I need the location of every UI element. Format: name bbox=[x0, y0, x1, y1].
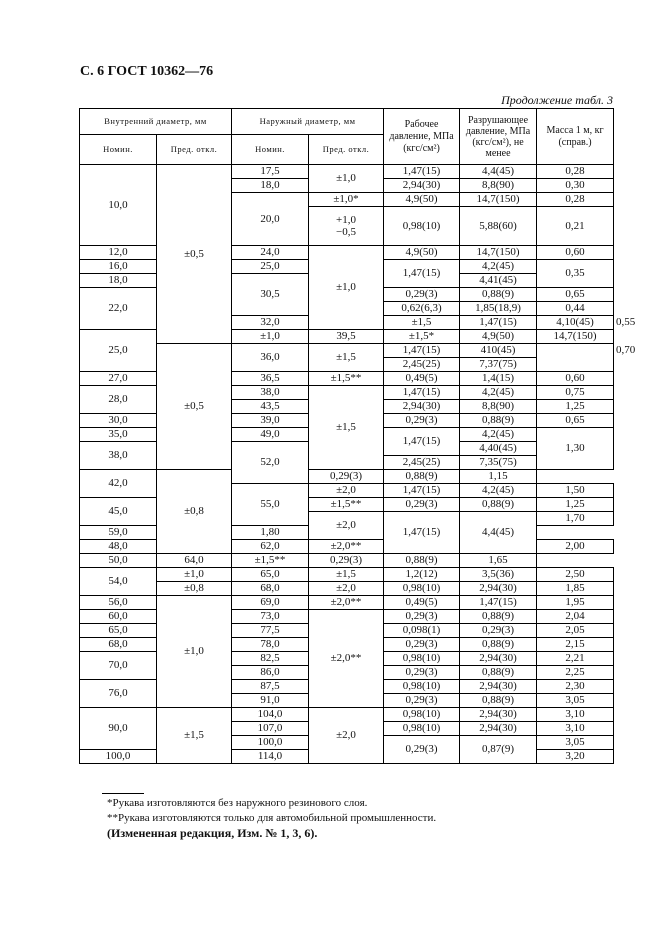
working-pressure-cell: 0,29(3) bbox=[384, 610, 460, 624]
burst-pressure-cell: 4,4(45) bbox=[460, 165, 537, 179]
working-pressure-cell: 0,29(3) bbox=[384, 736, 460, 764]
outer-tolerance-cell: ±2,0 bbox=[309, 582, 384, 596]
mass-cell: 2,15 bbox=[537, 638, 614, 652]
inner-nominal-cell: 38,0 bbox=[80, 442, 157, 470]
outer-nominal-cell: 87,5 bbox=[232, 680, 309, 694]
inner-nominal-cell: 50,0 bbox=[80, 554, 157, 568]
outer-tolerance-cell: ±2,0 bbox=[309, 484, 384, 498]
outer-nominal-cell: 77,5 bbox=[232, 624, 309, 638]
outer-nominal-cell: 30,5 bbox=[232, 274, 309, 316]
mass-cell: 2,30 bbox=[537, 680, 614, 694]
outer-nominal-cell: 17,5 bbox=[232, 165, 309, 179]
footnote-divider bbox=[102, 793, 144, 794]
inner-nominal-cell: 54,0 bbox=[80, 568, 157, 596]
outer-tolerance-cell: ±1,5* bbox=[384, 330, 460, 344]
outer-tolerance-cell: ±1,5 bbox=[309, 568, 384, 582]
burst-pressure-cell: 4,2(45) bbox=[460, 484, 537, 498]
working-pressure-cell: 1,47(15) bbox=[460, 316, 537, 330]
burst-pressure-cell: 8,8(90) bbox=[460, 179, 537, 193]
working-pressure-cell: 2,45(25) bbox=[384, 456, 460, 470]
inner-nominal-cell: 45,0 bbox=[80, 498, 157, 526]
outer-nominal-cell: 55,0 bbox=[232, 484, 309, 526]
working-pressure-cell: 0,29(3) bbox=[384, 638, 460, 652]
outer-nominal-cell: 62,0 bbox=[232, 540, 309, 554]
working-pressure-cell: 0,29(3) bbox=[384, 666, 460, 680]
footnote-2: **Рукава изготовляются только для автомобильной промышленности. bbox=[107, 812, 437, 824]
burst-pressure-cell: 4,40(45) bbox=[460, 442, 537, 456]
header-working-pressure: Рабочее давление, МПа (кгс/см²) bbox=[384, 109, 460, 165]
burst-pressure-cell: 3,5(36) bbox=[460, 568, 537, 582]
mass-cell: 0,65 bbox=[537, 414, 614, 428]
footnotes bbox=[107, 796, 436, 841]
working-pressure-cell: 2,94(30) bbox=[384, 179, 460, 193]
burst-pressure-cell: 0,87(9) bbox=[460, 736, 537, 764]
burst-pressure-cell: 14,7(150) bbox=[537, 330, 614, 344]
inner-tolerance-cell: ±0,5 bbox=[157, 344, 232, 470]
burst-pressure-cell: 4,41(45) bbox=[460, 274, 537, 288]
mass-cell: 3,10 bbox=[537, 722, 614, 736]
outer-tolerance-cell: ±2,0 bbox=[309, 512, 384, 540]
burst-pressure-cell: 1,85(18,9) bbox=[460, 302, 537, 316]
burst-pressure-cell: 4,10(45) bbox=[537, 316, 614, 330]
outer-nominal-cell: 32,0 bbox=[232, 316, 309, 330]
hose-dimensions-table: Внутренний диаметр, мм Наружный диаметр, мм Рабочее давление, МПа (кгс/см²) Разрушающее давление, МПа (кгс/см²), не менее Масса 1 м, кг (справ.) Номин. Пред. откл. Номин. Пред. откл. 10,0 ±0,5 17,5 ±1,0 1,47(15) 4,4(45) 0,28 18,0 2,94(30) 8,8(90) 0,30 20,0 ±1,0* 4,9(50) 14,7(150) 0,28 +1,0 −0,5 0,98(10) 5,88(60) 0,21 12,0 24,0 ±1,0 4,9(50) 14,7(150) 0,60 16,0 25,0 1,47(15) 4,2(45) 0,35 18,0 30,5 4,41(45) 22,0 0,29(3) 0,88(9) 0,65 0,62(6,3) 1,85(18,9) 0,44 32,0 ±1,5 1,47(15) 4,10(45) 0,55 25,0 ±1,0 39,5 ±1,5* 4,9(50) 14,7(150) 0,70 ±0,5 36,0 ±1,5 1,47(15) 410(45) 2,45(25) 7,37(75) 27,0 36,5 ±1,5** 0,49(5) 1,4(15) 0,60 28,0 38,0 ±1,5 1,47(15) 4,2(45) 0,75 43,5 2,94(30) 8,8(90) 1,25 30,0 39,0 0,29(3) 0,88(9) 0,65 35,0 49,0 1,47(15) 4,2(45) 1,30 38,0 52,0 4,40(45) 2,45(25) 7,35(75) 42,0 ±0,8 0,29(3) 0,88(9) 1,15 55,0 ±2,0 1,47(15) 4,2(45) 1,50 45,0 ±1,5** 0,29(3) 0,88(9) 1,25 ±2,0 1,47(15) 4,4(45) 1,70 59,0 1,80 48,0 62,0 ±2,0** 2,00 50,0 64,0 ±1,5** 0,29(3) 0,88(9) 1,65 54,0 ±1,0 65,0 ±1,5 1,2(12) 3,5(36) 2,50 ±0,8 68,0 ±2,0 0,98(10) 2,94(30) 1,85 56,0 ±1,0 69,0 ±2,0** 0,49(5) 1,47(15) 1,95 60,0 73,0 ±2,0** 0,29(3) 0,88(9) 2,04 65,0 77,5 0,098(1) 0,29(3) 2,05 68,0 78,0 0,29(3) 0,88(9) 2,15 70,0 82,5 0,98(10) 2,94(30) 2,21 86,0 0,29(3) 0,88(9) 2,25 76,0 87,5 0,98(10) 2,94(30) 2,30 91,0 0,29(3) 0,88(9) 3,05 90,0 ±1,5 104,0 ±2,0 0,98(10) 2,94(30) 3,10 107,0 0,98(10) 2,94(30) 3,10 100,0 0,29(3) 0,87(9) 3,05 100,0 114,0 3,20 bbox=[79, 108, 614, 764]
outer-nominal-cell: 38,0 bbox=[232, 386, 309, 400]
working-pressure-cell: 1,47(15) bbox=[384, 386, 460, 400]
outer-nominal-cell: 65,0 bbox=[232, 568, 309, 582]
mass-cell: 1,25 bbox=[537, 498, 614, 512]
inner-nominal-cell: 35,0 bbox=[80, 428, 157, 442]
outer-nominal-cell: 78,0 bbox=[232, 638, 309, 652]
mass-cell: 3,10 bbox=[537, 708, 614, 722]
burst-pressure-cell: 0,88(9) bbox=[460, 498, 537, 512]
working-pressure-cell: 1,47(15) bbox=[384, 165, 460, 179]
burst-pressure-cell: 0,88(9) bbox=[460, 666, 537, 680]
outer-nominal-cell: 69,0 bbox=[232, 596, 309, 610]
inner-tolerance-cell: ±0,5 bbox=[157, 165, 232, 344]
mass-cell: 1,80 bbox=[232, 526, 309, 540]
working-pressure-cell: 1,47(15) bbox=[384, 512, 460, 554]
inner-nominal-cell: 10,0 bbox=[80, 165, 157, 246]
inner-nominal-cell: 76,0 bbox=[80, 680, 157, 708]
burst-pressure-cell: 0,88(9) bbox=[460, 638, 537, 652]
burst-pressure-cell: 7,37(75) bbox=[460, 358, 537, 372]
burst-pressure-cell: 1,4(15) bbox=[460, 372, 537, 386]
outer-tolerance-cell: ±1,0 bbox=[309, 165, 384, 193]
burst-pressure-cell: 2,94(30) bbox=[460, 722, 537, 736]
outer-nominal-cell: 36,5 bbox=[232, 372, 309, 386]
outer-nominal-cell: 86,0 bbox=[232, 666, 309, 680]
burst-pressure-cell: 7,35(75) bbox=[460, 456, 537, 470]
working-pressure-cell: 1,47(15) bbox=[384, 428, 460, 456]
burst-pressure-cell: 2,94(30) bbox=[460, 652, 537, 666]
header-outer-tolerance: Пред. откл. bbox=[309, 135, 384, 165]
header-burst-pressure: Разрушающее давление, МПа (кгс/см²), не менее bbox=[460, 109, 537, 165]
inner-nominal-cell: 70,0 bbox=[80, 652, 157, 680]
burst-pressure-cell: 5,88(60) bbox=[460, 207, 537, 246]
working-pressure-cell: 4,9(50) bbox=[460, 330, 537, 344]
outer-nominal-cell: 39,0 bbox=[232, 414, 309, 428]
outer-nominal-cell: 114,0 bbox=[232, 750, 309, 764]
header-outer-nominal: Номин. bbox=[232, 135, 309, 165]
working-pressure-cell: 0,62(6,3) bbox=[384, 302, 460, 316]
outer-nominal-cell: 20,0 bbox=[232, 193, 309, 246]
mass-cell: 2,21 bbox=[537, 652, 614, 666]
outer-nominal-cell: 36,0 bbox=[232, 344, 309, 372]
inner-tolerance-cell: ±0,8 bbox=[157, 470, 232, 554]
working-pressure-cell: 1,47(15) bbox=[384, 260, 460, 288]
burst-pressure-cell: 0,88(9) bbox=[460, 610, 537, 624]
working-pressure-cell: 2,94(30) bbox=[384, 400, 460, 414]
mass-cell: 2,00 bbox=[537, 540, 614, 554]
outer-tolerance-cell: ±1,5** bbox=[232, 554, 309, 568]
burst-pressure-cell: 14,7(150) bbox=[460, 246, 537, 260]
outer-nominal-cell: 39,5 bbox=[309, 330, 384, 344]
outer-tolerance-cell: ±1,5 bbox=[309, 344, 384, 372]
working-pressure-cell: 0,29(3) bbox=[384, 414, 460, 428]
inner-tolerance-cell: ±1,5 bbox=[157, 708, 232, 764]
header-outer-diameter: Наружный диаметр, мм bbox=[232, 109, 384, 135]
burst-pressure-cell: 1,47(15) bbox=[460, 596, 537, 610]
mass-cell: 3,05 bbox=[537, 736, 614, 750]
outer-nominal-cell: 107,0 bbox=[232, 722, 309, 736]
mass-cell: 0,30 bbox=[537, 179, 614, 193]
inner-nominal-cell: 18,0 bbox=[80, 274, 157, 288]
working-pressure-cell: 1,47(15) bbox=[384, 344, 460, 358]
working-pressure-cell: 1,2(12) bbox=[384, 568, 460, 582]
inner-nominal-cell: 25,0 bbox=[80, 330, 157, 372]
inner-nominal-cell: 27,0 bbox=[80, 372, 157, 386]
inner-nominal-cell: 28,0 bbox=[80, 386, 157, 414]
burst-pressure-cell: 2,94(30) bbox=[460, 680, 537, 694]
inner-tolerance-cell: ±1,0 bbox=[232, 330, 309, 344]
mass-cell: 1,50 bbox=[537, 484, 614, 498]
working-pressure-cell: 0,98(10) bbox=[384, 722, 460, 736]
header-inner-tolerance: Пред. откл. bbox=[157, 135, 232, 165]
inner-nominal-cell: 60,0 bbox=[80, 610, 157, 624]
footnote-1: *Рукава изготовляются без наружного резинового слоя. bbox=[107, 797, 368, 809]
outer-tolerance-cell: ±2,0** bbox=[309, 596, 384, 610]
outer-nominal-cell: 82,5 bbox=[232, 652, 309, 666]
mass-cell: 0,44 bbox=[537, 302, 614, 316]
mass-cell: 0,65 bbox=[537, 288, 614, 302]
working-pressure-cell: 0,98(10) bbox=[384, 680, 460, 694]
working-pressure-cell: 0,098(1) bbox=[384, 624, 460, 638]
inner-nominal-cell: 12,0 bbox=[80, 246, 157, 260]
inner-tolerance-cell: ±0,8 bbox=[157, 582, 232, 596]
working-pressure-cell: 0,49(5) bbox=[384, 372, 460, 386]
burst-pressure-cell: 0,88(9) bbox=[384, 470, 460, 484]
mass-cell: 3,05 bbox=[537, 694, 614, 708]
outer-nominal-cell: 43,5 bbox=[232, 400, 309, 414]
outer-tolerance-cell: ±2,0** bbox=[309, 610, 384, 708]
burst-pressure-cell: 410(45) bbox=[460, 344, 537, 358]
outer-tolerance-cell: ±1,0 bbox=[309, 246, 384, 330]
mass-cell: 0,35 bbox=[537, 260, 614, 288]
mass-cell: 2,04 bbox=[537, 610, 614, 624]
mass-cell: 1,70 bbox=[537, 512, 614, 526]
inner-nominal-cell: 100,0 bbox=[80, 750, 157, 764]
outer-nominal-cell: 100,0 bbox=[232, 736, 309, 750]
inner-nominal-cell: 56,0 bbox=[80, 596, 157, 610]
burst-pressure-cell: 4,2(45) bbox=[460, 428, 537, 442]
mass-cell: 2,25 bbox=[537, 666, 614, 680]
inner-nominal-cell: 68,0 bbox=[80, 638, 157, 652]
outer-nominal-cell: 104,0 bbox=[232, 708, 309, 722]
outer-nominal-cell: 52,0 bbox=[232, 442, 309, 484]
burst-pressure-cell: 0,88(9) bbox=[384, 554, 460, 568]
mass-cell: 0,60 bbox=[537, 246, 614, 260]
mass-cell: 1,65 bbox=[460, 554, 537, 568]
outer-tolerance-cell: ±1,0* bbox=[309, 193, 384, 207]
mass-cell: 1,25 bbox=[537, 400, 614, 414]
page-header: С. 6 ГОСТ 10362—76 bbox=[80, 64, 214, 79]
working-pressure-cell: 0,49(5) bbox=[384, 596, 460, 610]
outer-tolerance-cell: +1,0 −0,5 bbox=[309, 207, 384, 246]
outer-tolerance-cell: ±1,5** bbox=[309, 498, 384, 512]
mass-cell: 1,95 bbox=[537, 596, 614, 610]
mass-cell: 0,75 bbox=[537, 386, 614, 400]
mass-cell: 1,30 bbox=[537, 428, 614, 470]
outer-nominal-cell: 59,0 bbox=[80, 526, 157, 540]
working-pressure-cell: 0,29(3) bbox=[384, 498, 460, 512]
outer-nominal-cell: 18,0 bbox=[232, 179, 309, 193]
burst-pressure-cell: 2,94(30) bbox=[460, 582, 537, 596]
mass-cell: 2,05 bbox=[537, 624, 614, 638]
outer-nominal-cell: 25,0 bbox=[232, 260, 309, 274]
burst-pressure-cell: 14,7(150) bbox=[460, 193, 537, 207]
mass-cell: 1,15 bbox=[460, 470, 537, 484]
edition-note: (Измененная редакция, Изм. № 1, 3, 6). bbox=[107, 826, 318, 840]
inner-nominal-cell: 42,0 bbox=[80, 470, 157, 498]
working-pressure-cell: 0,98(10) bbox=[384, 582, 460, 596]
outer-nominal-cell: 68,0 bbox=[232, 582, 309, 596]
header-inner-nominal: Номин. bbox=[80, 135, 157, 165]
working-pressure-cell: 0,29(3) bbox=[309, 554, 384, 568]
burst-pressure-cell: 0,88(9) bbox=[460, 694, 537, 708]
outer-tolerance-cell: ±1,5 bbox=[309, 386, 384, 470]
outer-nominal-cell: 49,0 bbox=[232, 428, 309, 442]
inner-nominal-cell: 48,0 bbox=[80, 540, 157, 554]
mass-cell: 0,21 bbox=[537, 207, 614, 246]
working-pressure-cell: 4,9(50) bbox=[384, 246, 460, 260]
outer-nominal-cell: 73,0 bbox=[232, 610, 309, 624]
outer-nominal-cell: 24,0 bbox=[232, 246, 309, 260]
burst-pressure-cell: 0,29(3) bbox=[460, 624, 537, 638]
outer-tolerance-cell: ±1,5** bbox=[309, 372, 384, 386]
mass-cell: 3,20 bbox=[537, 750, 614, 764]
working-pressure-cell: 0,98(10) bbox=[384, 708, 460, 722]
mass-cell: 0,28 bbox=[537, 165, 614, 179]
working-pressure-cell: 1,47(15) bbox=[384, 484, 460, 498]
working-pressure-cell: 0,29(3) bbox=[384, 288, 460, 302]
burst-pressure-cell: 2,94(30) bbox=[460, 708, 537, 722]
inner-tolerance-cell: ±1,0 bbox=[157, 596, 232, 708]
working-pressure-cell: 2,45(25) bbox=[384, 358, 460, 372]
outer-nominal-cell: 64,0 bbox=[157, 554, 232, 568]
header-inner-diameter: Внутренний диаметр, мм bbox=[80, 109, 232, 135]
inner-nominal-cell: 16,0 bbox=[80, 260, 157, 274]
inner-nominal-cell: 90,0 bbox=[80, 708, 157, 750]
header-mass: Масса 1 м, кг (справ.) bbox=[537, 109, 614, 165]
working-pressure-cell: 0,98(10) bbox=[384, 652, 460, 666]
burst-pressure-cell: 4,2(45) bbox=[460, 260, 537, 274]
working-pressure-cell: 0,29(3) bbox=[384, 694, 460, 708]
inner-nominal-cell: 22,0 bbox=[80, 288, 157, 330]
mass-cell: 0,28 bbox=[537, 193, 614, 207]
outer-nominal-cell: 91,0 bbox=[232, 694, 309, 708]
inner-nominal-cell: 30,0 bbox=[80, 414, 157, 428]
table-continuation-label: Продолжение табл. 3 bbox=[501, 93, 613, 107]
working-pressure-cell: 0,98(10) bbox=[384, 207, 460, 246]
burst-pressure-cell: 8,8(90) bbox=[460, 400, 537, 414]
burst-pressure-cell: 0,88(9) bbox=[460, 288, 537, 302]
burst-pressure-cell: 4,4(45) bbox=[460, 512, 537, 554]
outer-tolerance-cell: ±2,0 bbox=[309, 708, 384, 764]
burst-pressure-cell: 0,88(9) bbox=[460, 414, 537, 428]
outer-tolerance-cell: ±1,5 bbox=[384, 316, 460, 330]
mass-cell: 1,85 bbox=[537, 582, 614, 596]
outer-tolerance-cell: ±2,0** bbox=[309, 540, 384, 554]
working-pressure-cell: 0,29(3) bbox=[309, 470, 384, 484]
inner-tolerance-cell: ±1,0 bbox=[157, 568, 232, 582]
inner-nominal-cell: 65,0 bbox=[80, 624, 157, 638]
working-pressure-cell: 4,9(50) bbox=[384, 193, 460, 207]
mass-cell: 0,60 bbox=[537, 372, 614, 386]
mass-cell: 2,50 bbox=[537, 568, 614, 582]
burst-pressure-cell: 4,2(45) bbox=[460, 386, 537, 400]
